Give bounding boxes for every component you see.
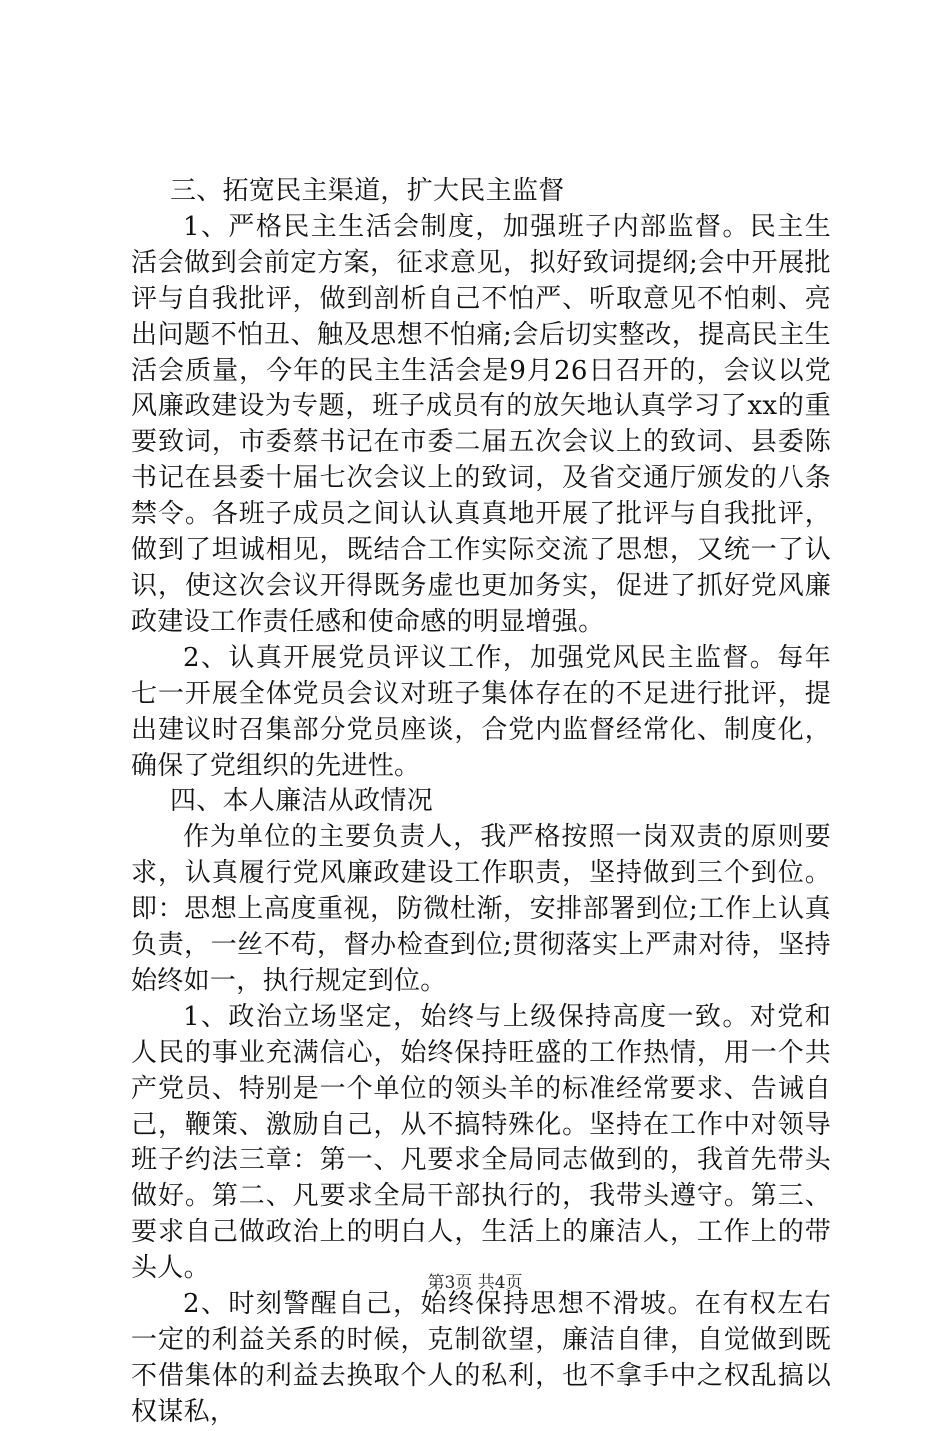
paragraph: 1、政治立场坚定，始终与上级保持高度一致。对党和人民的事业充满信心，始终保持旺盛的工作热情，用一个共产党员、特别是一个单位的领头羊的标准经常要求、告诫自己，鞭策、激励自己，从不搞特殊化。坚持在工作中对领导班子约法三章：第一、凡要求全局同志做到的，我首先带头做好。第二、凡要求全局干部执行的，我带头遵守。第三、要求自己做政治上的明白人，生活上的廉洁人，工作上的带头人。 (131, 1001, 831, 1284)
section-heading-3: 三、拓宽民主渠道，扩大民主监督 (170, 176, 565, 206)
paragraph: 2、时刻警醒自己，始终保持思想不滑坡。在有权左右一定的利益关系的时候，克制欲望，廉洁自律，自觉做到既不借集体的利益去换取个人的私利，也不拿手中之权乱搞以权谋私， (131, 1289, 831, 1427)
page-footer: 第3页 共4页 (427, 1273, 523, 1293)
paragraph: 1、严格民主生活会制度，加强班子内部监督。民主生活会做到会前定方案，征求意见，拟好致词提纲;会中开展批评与自我批评，做到剖析自己不怕严、听取意见不怕刺、亮出问题不怕丑、触及思想不怕痛;会后切实整改，提高民主生活会质量，今年的民主生活会是9月26日召开的，会议以党风廉政建设为专题，班子成员有的放矢地认真学习了xx的重要致词，市委蔡书记在市委二届五次会议上的致词、县委陈书记在县委十届七次会议上的致词，及省交通厅颁发的八条禁令。各班子成员之间认认真真地开展了批评与自我批评，做到了坦诚相见，既结合工作实际交流了思想，又统一了认识，使这次会议开得既务虚也更加务实，促进了抓好党风廉政建设工作责任感和使命感的明显增强。 (131, 211, 831, 637)
paragraph: 作为单位的主要负责人，我严格按照一岗双责的原则要求，认真履行党风廉政建设工作职责，坚持做到三个到位。即：思想上高度重视，防微杜渐，安排部署到位;工作上认真负责，一丝不苟，督办检查到位;贯彻落实上严肃对待，坚持始终如一，执行规定到位。 (131, 822, 831, 996)
section-heading-4: 四、本人廉洁从政情况 (170, 786, 434, 817)
document-body (131, 174, 831, 1431)
paragraph: 2、认真开展党员评议工作，加强党风民主监督。每年七一开展全体党员会议对班子集体存在的不足进行批评，提出建议时召集部分党员座谈，合党内监督经常化、制度化，确保了党组织的先进性。 (131, 642, 831, 781)
